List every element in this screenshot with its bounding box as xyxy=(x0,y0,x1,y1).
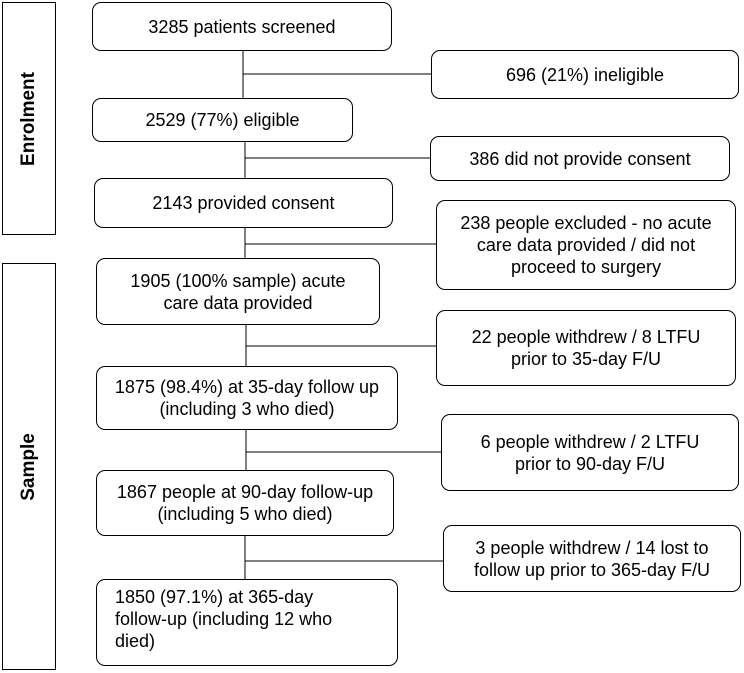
withdrew35-text: 22 people withdrew / 8 LTFU prior to 35-day F/U xyxy=(471,327,701,369)
day35-box xyxy=(96,366,398,430)
withdrew365-text: 3 people withdrew / 14 lost to follow up prior to 365-day F/U xyxy=(473,537,711,580)
withdrew90-box xyxy=(441,414,739,491)
withdrew365-box xyxy=(443,525,741,592)
enrolment-label: Enrolment xyxy=(18,71,39,166)
withdrew35-box xyxy=(436,310,736,386)
consent-text: 2143 provided consent xyxy=(152,193,335,213)
acute-box xyxy=(96,258,380,325)
day90-box xyxy=(96,470,394,536)
ineligible-box xyxy=(431,50,739,99)
screened-text: 3285 patients screened xyxy=(148,16,336,37)
no-consent-text: 386 did not provide consent xyxy=(469,148,691,169)
eligible-box xyxy=(92,98,353,142)
excluded-box xyxy=(436,200,736,290)
excluded-text: 238 people excluded - no acute care data provided / did not proceed to surgery xyxy=(460,213,712,277)
sample-label: Sample xyxy=(18,432,39,501)
day90-text: 1867 people at 90-day follow-up (including 5 who died) xyxy=(116,482,374,524)
acute-text: 1905 (100% sample) acute care data provided xyxy=(130,270,346,313)
ineligible-text: 696 (21%) ineligible xyxy=(505,64,665,85)
consent-box xyxy=(94,178,393,228)
eligible-text: 2529 (77%) eligible xyxy=(145,110,300,130)
day365-box xyxy=(96,579,398,666)
day365-text: 1850 (97.1%) at 365-day follow-up (including 12 who died) xyxy=(115,587,333,651)
withdrew90-text: 6 people withdrew / 2 LTFU prior to 90-day F/U xyxy=(480,431,700,474)
no-consent-box xyxy=(430,136,730,181)
day35-text: 1875 (98.4%) at 35-day follow up (including 3 who died) xyxy=(114,377,380,419)
screened-box xyxy=(92,2,392,51)
